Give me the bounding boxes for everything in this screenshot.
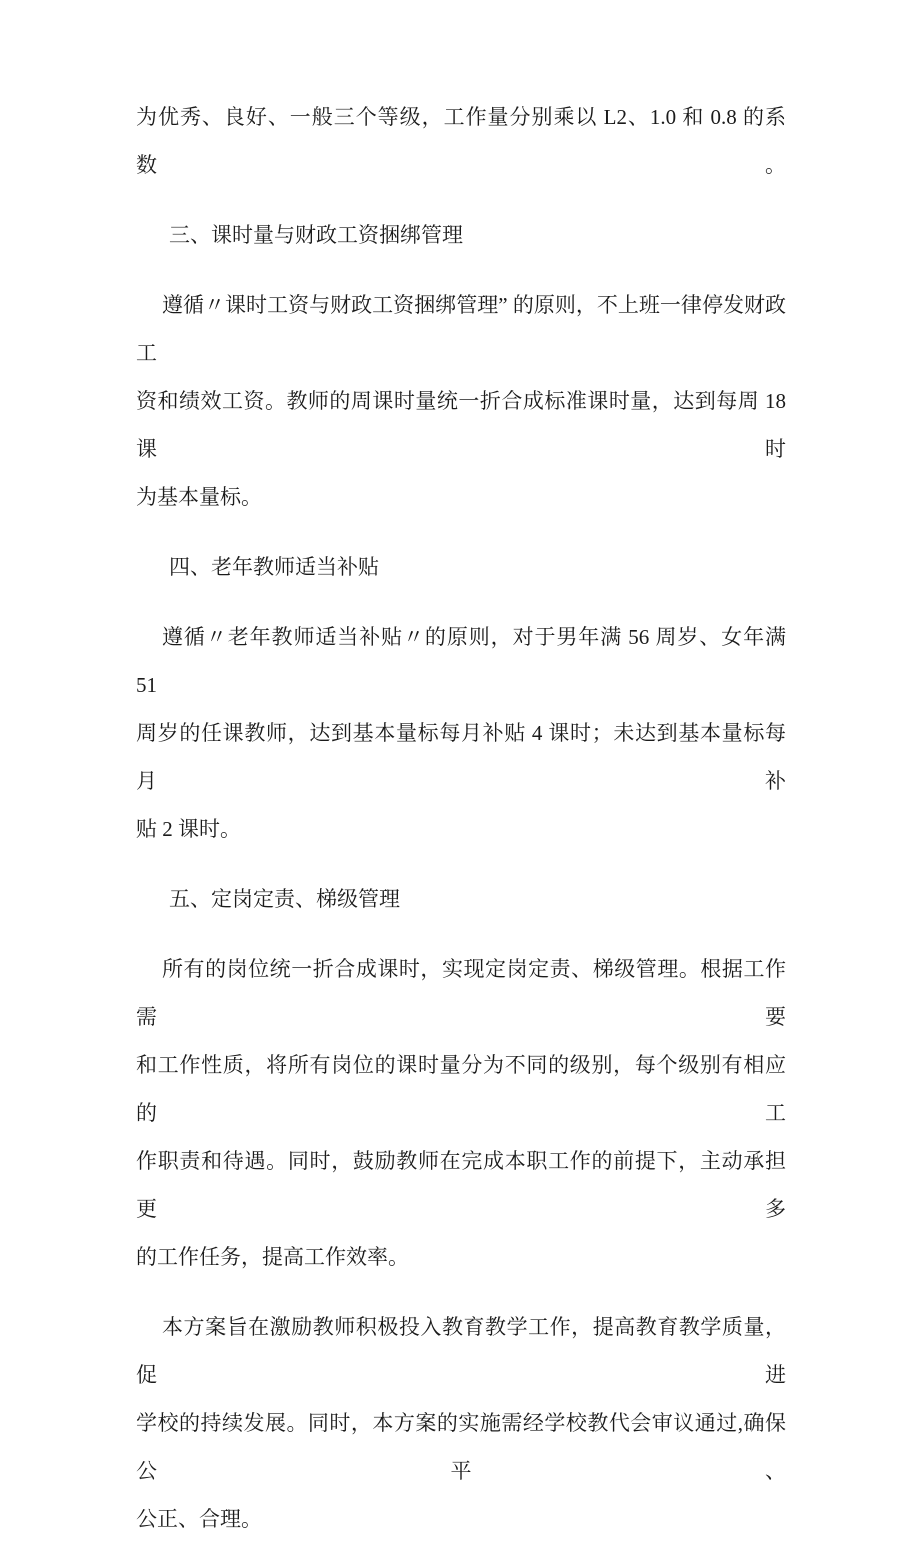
text-line: 遵循〃课时工资与财政工资捆绑管理” 的原则，不上班一律停发财政工	[136, 293, 786, 365]
text-line: 和工作性质，将所有岗位的课时量分为不同的级别，每个级别有相应的工	[136, 1053, 786, 1125]
text-line: 的工作任务，提高工作效率。	[136, 1245, 409, 1269]
paragraph	[136, 93, 786, 189]
paragraph	[136, 1303, 786, 1543]
section-heading	[136, 543, 786, 591]
text-line: 学校的持续发展。同时，本方案的实施需经学校教代会审议通过,确保公平、	[136, 1411, 786, 1483]
paragraph	[136, 281, 786, 521]
text-line: 为优秀、良好、一般三个等级，工作量分别乘以 L2、1.0 和 0.8 的系数。	[136, 105, 786, 177]
heading-text: 四、老年教师适当补贴	[169, 555, 379, 579]
text-line: 遵循〃老年教师适当补贴〃的原则，对于男年满 56 周岁、女年满 51	[136, 625, 786, 697]
text-line: 所有的岗位统一折合成课时，实现定岗定责、梯级管理。根据工作需要	[136, 957, 786, 1029]
heading-text: 三、课时量与财政工资捆绑管理	[169, 223, 463, 247]
text-line: 贴 2 课时。	[136, 817, 241, 841]
text-line: 周岁的任课教师，达到基本量标每月补贴 4 课时；未达到基本量标每月补	[136, 721, 786, 793]
text-line: 为基本量标。	[136, 485, 262, 509]
paragraph	[136, 945, 786, 1281]
section-heading	[136, 875, 786, 923]
heading-text: 五、定岗定责、梯级管理	[169, 887, 400, 911]
text-line: 资和绩效工资。教师的周课时量统一折合成标准课时量，达到每周 18 课时	[136, 389, 786, 461]
text-line: 作职责和待遇。同时，鼓励教师在完成本职工作的前提下，主动承担更多	[136, 1149, 786, 1221]
text-line: 公正、合理。	[136, 1507, 262, 1531]
section-heading	[136, 211, 786, 259]
document-content	[136, 93, 786, 1565]
paragraph	[136, 613, 786, 853]
text-line: 本方案旨在激励教师积极投入教育教学工作，提高教育教学质量，促进	[136, 1315, 786, 1387]
